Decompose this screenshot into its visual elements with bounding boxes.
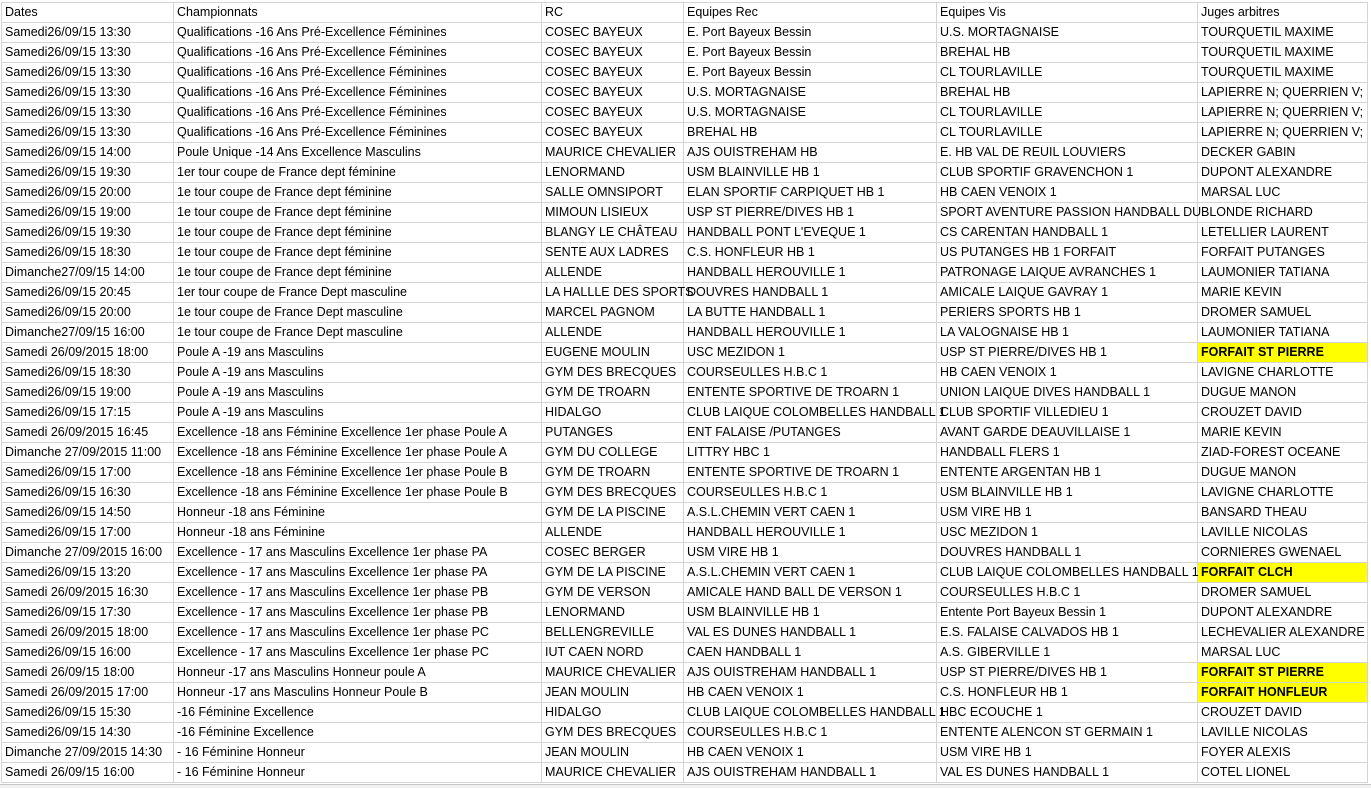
juge-cell[interactable]: BANSARD THEAU: [1198, 503, 1368, 523]
table-row: [2, 523, 1368, 543]
rc-cell[interactable]: LENORMAND: [542, 163, 684, 183]
juge-cell[interactable]: DROMER SAMUEL: [1198, 583, 1368, 603]
juge-cell[interactable]: CROUZET DAVID: [1198, 703, 1368, 723]
table-row: [2, 223, 1368, 243]
rc-cell[interactable]: GYM DES BRECQUES: [542, 483, 684, 503]
equipe-vis-cell[interactable]: CS CARENTAN HANDBALL 1: [937, 223, 1198, 243]
date-cell[interactable]: Samedi 26/09/2015 18:00: [2, 623, 174, 643]
championnat-cell[interactable]: Excellence -18 ans Féminine Excellence 1er phase Poule A: [174, 423, 542, 443]
equipe-rec-cell[interactable]: A.S.L.CHEMIN VERT CAEN 1: [684, 563, 937, 583]
table-row: [2, 563, 1368, 583]
equipe-rec-cell[interactable]: AJS OUISTREHAM HANDBALL 1: [684, 763, 937, 783]
table-row: [2, 643, 1368, 663]
rc-cell[interactable]: GYM DE LA PISCINE: [542, 563, 684, 583]
juge-cell[interactable]: FORFAIT PUTANGES: [1198, 243, 1368, 263]
table-row: [2, 463, 1368, 483]
equipe-vis-cell[interactable]: CLUB LAIQUE COLOMBELLES HANDBALL 1: [937, 563, 1198, 583]
equipe-vis-cell[interactable]: E. HB VAL DE REUIL LOUVIERS: [937, 143, 1198, 163]
championnat-cell[interactable]: 1e tour coupe de France Dept masculine: [174, 323, 542, 343]
date-cell[interactable]: Samedi26/09/15 20:00: [2, 183, 174, 203]
championnat-cell[interactable]: Honneur -17 ans Masculins Honneur poule A: [174, 663, 542, 683]
championnat-cell[interactable]: Excellence - 17 ans Masculins Excellence 1er phase PB: [174, 583, 542, 603]
table-row: [2, 743, 1368, 763]
table-row: [2, 503, 1368, 523]
date-cell[interactable]: Samedi 26/09/2015 16:45: [2, 423, 174, 443]
rc-cell[interactable]: LENORMAND: [542, 603, 684, 623]
date-cell[interactable]: Samedi26/09/15 19:30: [2, 223, 174, 243]
equipe-vis-cell[interactable]: UNION LAIQUE DIVES HANDBALL 1: [937, 383, 1198, 403]
table-row: [2, 623, 1368, 643]
date-cell[interactable]: Samedi26/09/15 13:30: [2, 23, 174, 43]
table-row: [2, 303, 1368, 323]
equipe-rec-cell[interactable]: BREHAL HB: [684, 123, 937, 143]
rc-cell[interactable]: COSEC BAYEUX: [542, 43, 684, 63]
championnat-cell[interactable]: 1e tour coupe de France dept féminine: [174, 263, 542, 283]
date-cell[interactable]: Samedi26/09/15 18:30: [2, 243, 174, 263]
juge-cell[interactable]: LAUMONIER TATIANA: [1198, 323, 1368, 343]
championnat-cell[interactable]: -16 Féminine Excellence: [174, 723, 542, 743]
date-cell[interactable]: Samedi26/09/15 13:30: [2, 43, 174, 63]
equipe-vis-cell[interactable]: USC MEZIDON 1: [937, 523, 1198, 543]
rc-cell[interactable]: JEAN MOULIN: [542, 743, 684, 763]
equipe-rec-cell[interactable]: ELAN SPORTIF CARPIQUET HB 1: [684, 183, 937, 203]
juge-cell[interactable]: TOURQUETIL MAXIME: [1198, 23, 1368, 43]
header-cell-dates[interactable]: Dates: [2, 3, 174, 23]
rc-cell[interactable]: JEAN MOULIN: [542, 683, 684, 703]
juge-cell[interactable]: LAVIGNE CHARLOTTE: [1198, 483, 1368, 503]
header-cell-championnats[interactable]: Championnats: [174, 3, 542, 23]
championnat-cell[interactable]: 1e tour coupe de France Dept masculine: [174, 303, 542, 323]
equipe-vis-cell[interactable]: DOUVRES HANDBALL 1: [937, 543, 1198, 563]
juge-cell[interactable]: ZIAD-FOREST OCEANE: [1198, 443, 1368, 463]
table-row: [2, 203, 1368, 223]
rc-cell[interactable]: MIMOUN LISIEUX: [542, 203, 684, 223]
date-cell[interactable]: Samedi 26/09/15 18:00: [2, 663, 174, 683]
rc-cell[interactable]: COSEC BAYEUX: [542, 83, 684, 103]
table-row: [2, 243, 1368, 263]
championnat-cell[interactable]: -16 Féminine Excellence: [174, 703, 542, 723]
equipe-rec-cell[interactable]: DOUVRES HANDBALL 1: [684, 283, 937, 303]
equipe-vis-cell[interactable]: HBC ECOUCHE 1: [937, 703, 1198, 723]
championnat-cell[interactable]: Poule A -19 ans Masculins: [174, 343, 542, 363]
juge-cell[interactable]: FOYER ALEXIS: [1198, 743, 1368, 763]
table-row: [2, 83, 1368, 103]
equipe-rec-cell[interactable]: E. Port Bayeux Bessin: [684, 43, 937, 63]
equipe-vis-cell[interactable]: C.S. HONFLEUR HB 1: [937, 683, 1198, 703]
equipe-rec-cell[interactable]: ENT FALAISE /PUTANGES: [684, 423, 937, 443]
equipe-vis-cell[interactable]: PATRONAGE LAIQUE AVRANCHES 1: [937, 263, 1198, 283]
rc-cell[interactable]: HIDALGO: [542, 403, 684, 423]
table-row: [2, 423, 1368, 443]
juge-cell[interactable]: LAVILLE NICOLAS: [1198, 723, 1368, 743]
table-row: [2, 183, 1368, 203]
date-cell[interactable]: Samedi26/09/15 17:15: [2, 403, 174, 423]
table-row: [2, 443, 1368, 463]
juge-cell[interactable]: FORFAIT HONFLEUR: [1198, 683, 1368, 703]
date-cell[interactable]: Samedi26/09/15 13:20: [2, 563, 174, 583]
championnat-cell[interactable]: Poule A -19 ans Masculins: [174, 363, 542, 383]
rc-cell[interactable]: ALLENDE: [542, 263, 684, 283]
rc-cell[interactable]: SALLE OMNSIPORT: [542, 183, 684, 203]
rc-cell[interactable]: BELLENGREVILLE: [542, 623, 684, 643]
equipe-vis-cell[interactable]: USM VIRE HB 1: [937, 743, 1198, 763]
rc-cell[interactable]: COSEC BAYEUX: [542, 63, 684, 83]
championnat-cell[interactable]: Excellence -18 ans Féminine Excellence 1er phase Poule B: [174, 483, 542, 503]
juge-cell[interactable]: DECKER GABIN: [1198, 143, 1368, 163]
rc-cell[interactable]: ALLENDE: [542, 523, 684, 543]
juge-cell[interactable]: MARIE KEVIN: [1198, 283, 1368, 303]
equipe-rec-cell[interactable]: USC MEZIDON 1: [684, 343, 937, 363]
juge-cell[interactable]: LECHEVALIER ALEXANDRE: [1198, 623, 1368, 643]
table-row: [2, 343, 1368, 363]
equipe-rec-cell[interactable]: LITTRY HBC 1: [684, 443, 937, 463]
championnat-cell[interactable]: Honneur -18 ans Féminine: [174, 523, 542, 543]
equipe-vis-cell[interactable]: BREHAL HB: [937, 83, 1198, 103]
juge-cell[interactable]: BLONDE RICHARD: [1198, 203, 1368, 223]
rc-cell[interactable]: GYM DES BRECQUES: [542, 363, 684, 383]
rc-cell[interactable]: IUT CAEN NORD: [542, 643, 684, 663]
table-row: [2, 723, 1368, 743]
equipe-vis-cell[interactable]: CL TOURLAVILLE: [937, 123, 1198, 143]
equipe-rec-cell[interactable]: AMICALE HAND BALL DE VERSON 1: [684, 583, 937, 603]
equipe-rec-cell[interactable]: VAL ES DUNES HANDBALL 1: [684, 623, 937, 643]
equipe-rec-cell[interactable]: HANDBALL HEROUVILLE 1: [684, 523, 937, 543]
championnat-cell[interactable]: 1er tour coupe de France dept féminine: [174, 163, 542, 183]
juge-cell[interactable]: COTEL LIONEL: [1198, 763, 1368, 783]
date-cell[interactable]: Samedi26/09/15 19:00: [2, 203, 174, 223]
championnat-cell[interactable]: Excellence - 17 ans Masculins Excellence 1er phase PA: [174, 543, 542, 563]
date-cell[interactable]: Dimanche27/09/15 14:00: [2, 263, 174, 283]
championnat-cell[interactable]: 1e tour coupe de France dept féminine: [174, 183, 542, 203]
rc-cell[interactable]: GYM DE VERSON: [542, 583, 684, 603]
championnat-cell[interactable]: Qualifications -16 Ans Pré-Excellence Féminines: [174, 43, 542, 63]
rc-cell[interactable]: MARCEL PAGNOM: [542, 303, 684, 323]
rc-cell[interactable]: COSEC BAYEUX: [542, 103, 684, 123]
equipe-vis-cell[interactable]: AMICALE LAIQUE GAVRAY 1: [937, 283, 1198, 303]
championnat-cell[interactable]: Qualifications -16 Ans Pré-Excellence Féminines: [174, 123, 542, 143]
equipe-vis-cell[interactable]: A.S. GIBERVILLE 1: [937, 643, 1198, 663]
header-cell-equipes-rec[interactable]: Equipes Rec: [684, 3, 937, 23]
date-cell[interactable]: Samedi26/09/15 20:00: [2, 303, 174, 323]
championnat-cell[interactable]: 1e tour coupe de France dept féminine: [174, 203, 542, 223]
championnat-cell[interactable]: Excellence -18 ans Féminine Excellence 1er phase Poule B: [174, 463, 542, 483]
equipe-rec-cell[interactable]: HANDBALL HEROUVILLE 1: [684, 323, 937, 343]
juge-cell[interactable]: DUGUE MANON: [1198, 463, 1368, 483]
rc-cell[interactable]: ALLENDE: [542, 323, 684, 343]
date-cell[interactable]: Samedi26/09/15 18:30: [2, 363, 174, 383]
date-cell[interactable]: Dimanche 27/09/2015 16:00: [2, 543, 174, 563]
rc-cell[interactable]: COSEC BAYEUX: [542, 23, 684, 43]
date-cell[interactable]: Samedi26/09/15 13:30: [2, 123, 174, 143]
equipe-vis-cell[interactable]: CL TOURLAVILLE: [937, 103, 1198, 123]
equipe-rec-cell[interactable]: COURSEULLES H.B.C 1: [684, 483, 937, 503]
equipe-vis-cell[interactable]: USM VIRE HB 1: [937, 503, 1198, 523]
juge-cell[interactable]: LAPIERRE N; QUERRIEN V;: [1198, 123, 1368, 143]
horizontal-scrollbar-track[interactable]: [0, 784, 1371, 788]
table-row: [2, 103, 1368, 123]
equipe-vis-cell[interactable]: HB CAEN VENOIX 1: [937, 183, 1198, 203]
equipe-rec-cell[interactable]: HANDBALL HEROUVILLE 1: [684, 263, 937, 283]
date-cell[interactable]: Samedi26/09/15 13:30: [2, 103, 174, 123]
date-cell[interactable]: Samedi 26/09/2015 16:30: [2, 583, 174, 603]
spreadsheet: [1, 2, 1371, 783]
header-row: [2, 3, 1368, 23]
table-row: [2, 703, 1368, 723]
juge-cell[interactable]: LAPIERRE N; QUERRIEN V;: [1198, 83, 1368, 103]
table-row: [2, 663, 1368, 683]
juge-cell[interactable]: FORFAIT ST PIERRE: [1198, 663, 1368, 683]
juge-cell[interactable]: MARSAL LUC: [1198, 183, 1368, 203]
championnat-cell[interactable]: Poule Unique -14 Ans Excellence Masculins: [174, 143, 542, 163]
equipe-rec-cell[interactable]: USM BLAINVILLE HB 1: [684, 603, 937, 623]
championnat-cell[interactable]: 1er tour coupe de France Dept masculine: [174, 283, 542, 303]
rc-cell[interactable]: PUTANGES: [542, 423, 684, 443]
juge-cell[interactable]: DUPONT ALEXANDRE: [1198, 163, 1368, 183]
rc-cell[interactable]: MAURICE CHEVALIER: [542, 663, 684, 683]
championnat-cell[interactable]: Excellence - 17 ans Masculins Excellence 1er phase PA: [174, 563, 542, 583]
equipe-rec-cell[interactable]: AJS OUISTREHAM HB: [684, 143, 937, 163]
date-cell[interactable]: Samedi26/09/15 13:30: [2, 63, 174, 83]
rc-cell[interactable]: EUGENE MOULIN: [542, 343, 684, 363]
date-cell[interactable]: Samedi26/09/15 17:30: [2, 603, 174, 623]
date-cell[interactable]: Samedi26/09/15 14:50: [2, 503, 174, 523]
equipe-vis-cell[interactable]: PERIERS SPORTS HB 1: [937, 303, 1198, 323]
rc-cell[interactable]: COSEC BERGER: [542, 543, 684, 563]
equipe-vis-cell[interactable]: CLUB SPORTIF GRAVENCHON 1: [937, 163, 1198, 183]
equipe-rec-cell[interactable]: AJS OUISTREHAM HANDBALL 1: [684, 663, 937, 683]
rc-cell[interactable]: COSEC BAYEUX: [542, 123, 684, 143]
date-cell[interactable]: Samedi26/09/15 20:45: [2, 283, 174, 303]
table-row: [2, 583, 1368, 603]
juge-cell[interactable]: LAUMONIER TATIANA: [1198, 263, 1368, 283]
equipe-vis-cell[interactable]: USM BLAINVILLE HB 1: [937, 483, 1198, 503]
championnat-cell[interactable]: 1e tour coupe de France dept féminine: [174, 243, 542, 263]
championnat-cell[interactable]: Qualifications -16 Ans Pré-Excellence Féminines: [174, 23, 542, 43]
rc-cell[interactable]: SENTE AUX LADRES: [542, 243, 684, 263]
date-cell[interactable]: Samedi26/09/15 14:30: [2, 723, 174, 743]
championnat-cell[interactable]: Qualifications -16 Ans Pré-Excellence Féminines: [174, 63, 542, 83]
table-row: [2, 163, 1368, 183]
rc-cell[interactable]: GYM DE TROARN: [542, 463, 684, 483]
table-row: [2, 283, 1368, 303]
championnat-cell[interactable]: Honneur -18 ans Féminine: [174, 503, 542, 523]
juge-cell[interactable]: CORNIERES GWENAEL: [1198, 543, 1368, 563]
date-cell[interactable]: Samedi26/09/15 16:30: [2, 483, 174, 503]
juge-cell[interactable]: TOURQUETIL MAXIME: [1198, 63, 1368, 83]
championnat-cell[interactable]: Excellence - 17 ans Masculins Excellence 1er phase PB: [174, 603, 542, 623]
date-cell[interactable]: Samedi 26/09/15 16:00: [2, 763, 174, 783]
rc-cell[interactable]: BLANGY LE CHÂTEAU: [542, 223, 684, 243]
equipe-rec-cell[interactable]: COURSEULLES H.B.C 1: [684, 363, 937, 383]
championnat-cell[interactable]: Poule A -19 ans Masculins: [174, 383, 542, 403]
equipe-vis-cell[interactable]: ENTENTE ARGENTAN HB 1: [937, 463, 1198, 483]
equipe-vis-cell[interactable]: US PUTANGES HB 1 FORFAIT: [937, 243, 1198, 263]
table-row: [2, 323, 1368, 343]
equipe-vis-cell[interactable]: CLUB SPORTIF VILLEDIEU 1: [937, 403, 1198, 423]
juge-cell[interactable]: CROUZET DAVID: [1198, 403, 1368, 423]
date-cell[interactable]: Dimanche27/09/15 16:00: [2, 323, 174, 343]
equipe-rec-cell[interactable]: ENTENTE SPORTIVE DE TROARN 1: [684, 463, 937, 483]
table-row: [2, 383, 1368, 403]
championnat-cell[interactable]: Honneur -17 ans Masculins Honneur Poule B: [174, 683, 542, 703]
table-row: [2, 483, 1368, 503]
equipe-rec-cell[interactable]: USM VIRE HB 1: [684, 543, 937, 563]
table-row: [2, 763, 1368, 783]
equipe-rec-cell[interactable]: A.S.L.CHEMIN VERT CAEN 1: [684, 503, 937, 523]
equipe-rec-cell[interactable]: USP ST PIERRE/DIVES HB 1: [684, 203, 937, 223]
date-cell[interactable]: Samedi26/09/15 17:00: [2, 463, 174, 483]
championnat-cell[interactable]: Poule A -19 ans Masculins: [174, 403, 542, 423]
equipe-vis-cell[interactable]: COURSEULLES H.B.C 1: [937, 583, 1198, 603]
table-row: [2, 23, 1368, 43]
date-cell[interactable]: Samedi26/09/15 14:00: [2, 143, 174, 163]
championnat-cell[interactable]: Qualifications -16 Ans Pré-Excellence Féminines: [174, 83, 542, 103]
header-cell-equipes-vis[interactable]: Equipes Vis: [937, 3, 1198, 23]
date-cell[interactable]: Dimanche 27/09/2015 14:30: [2, 743, 174, 763]
date-cell[interactable]: Samedi26/09/15 16:00: [2, 643, 174, 663]
juge-cell[interactable]: LAVIGNE CHARLOTTE: [1198, 363, 1368, 383]
juge-cell[interactable]: LAVILLE NICOLAS: [1198, 523, 1368, 543]
equipe-vis-cell[interactable]: HB CAEN VENOIX 1: [937, 363, 1198, 383]
equipe-rec-cell[interactable]: U.S. MORTAGNAISE: [684, 83, 937, 103]
juge-cell[interactable]: LETELLIER LAURENT: [1198, 223, 1368, 243]
equipe-rec-cell[interactable]: LA BUTTE HANDBALL 1: [684, 303, 937, 323]
equipe-vis-cell[interactable]: VAL ES DUNES HANDBALL 1: [937, 763, 1198, 783]
date-cell[interactable]: Samedi 26/09/2015 17:00: [2, 683, 174, 703]
rc-cell[interactable]: GYM DE TROARN: [542, 383, 684, 403]
rc-cell[interactable]: LA HALLLE DES SPORTS: [542, 283, 684, 303]
date-cell[interactable]: Dimanche 27/09/2015 11:00: [2, 443, 174, 463]
equipe-rec-cell[interactable]: CLUB LAIQUE COLOMBELLES HANDBALL 1: [684, 403, 937, 423]
date-cell[interactable]: Samedi26/09/15 17:00: [2, 523, 174, 543]
equipe-rec-cell[interactable]: ENTENTE SPORTIVE DE TROARN 1: [684, 383, 937, 403]
date-cell[interactable]: Samedi26/09/15 19:30: [2, 163, 174, 183]
championnat-cell[interactable]: - 16 Féminine Honneur: [174, 743, 542, 763]
date-cell[interactable]: Samedi26/09/15 15:30: [2, 703, 174, 723]
juge-cell[interactable]: TOURQUETIL MAXIME: [1198, 43, 1368, 63]
equipe-rec-cell[interactable]: CAEN HANDBALL 1: [684, 643, 937, 663]
table-row: [2, 143, 1368, 163]
table-row: [2, 683, 1368, 703]
table-row: [2, 123, 1368, 143]
equipe-vis-cell[interactable]: USP ST PIERRE/DIVES HB 1: [937, 343, 1198, 363]
equipe-rec-cell[interactable]: HB CAEN VENOIX 1: [684, 683, 937, 703]
equipe-rec-cell[interactable]: C.S. HONFLEUR HB 1: [684, 243, 937, 263]
equipe-rec-cell[interactable]: E. Port Bayeux Bessin: [684, 23, 937, 43]
championnat-cell[interactable]: Qualifications -16 Ans Pré-Excellence Féminines: [174, 103, 542, 123]
equipe-vis-cell[interactable]: LA VALOGNAISE HB 1: [937, 323, 1198, 343]
juge-cell[interactable]: LAPIERRE N; QUERRIEN V;: [1198, 103, 1368, 123]
juge-cell[interactable]: DROMER SAMUEL: [1198, 303, 1368, 323]
rc-cell[interactable]: MAURICE CHEVALIER: [542, 143, 684, 163]
juge-cell[interactable]: MARIE KEVIN: [1198, 423, 1368, 443]
juge-cell[interactable]: MARSAL LUC: [1198, 643, 1368, 663]
equipe-vis-cell[interactable]: USP ST PIERRE/DIVES HB 1: [937, 663, 1198, 683]
equipe-vis-cell[interactable]: AVANT GARDE DEAUVILLAISE 1: [937, 423, 1198, 443]
table-row: [2, 63, 1368, 83]
table-row: [2, 543, 1368, 563]
rc-cell[interactable]: GYM DU COLLEGE: [542, 443, 684, 463]
equipe-vis-cell[interactable]: E.S. FALAISE CALVADOS HB 1: [937, 623, 1198, 643]
juge-cell[interactable]: FORFAIT ST PIERRE: [1198, 343, 1368, 363]
juge-cell[interactable]: FORFAIT CLCH: [1198, 563, 1368, 583]
championnat-cell[interactable]: Excellence - 17 ans Masculins Excellence 1er phase PC: [174, 643, 542, 663]
table-row: [2, 403, 1368, 423]
table-row: [2, 363, 1368, 383]
juge-cell[interactable]: DUPONT ALEXANDRE: [1198, 603, 1368, 623]
table-row: [2, 603, 1368, 623]
equipe-rec-cell[interactable]: HANDBALL PONT L'EVEQUE 1: [684, 223, 937, 243]
equipe-vis-cell[interactable]: ENTENTE ALENCON ST GERMAIN 1: [937, 723, 1198, 743]
header-cell-juges-arbitres[interactable]: Juges arbitres: [1198, 3, 1368, 23]
rc-cell[interactable]: HIDALGO: [542, 703, 684, 723]
championnat-cell[interactable]: - 16 Féminine Honneur: [174, 763, 542, 783]
equipe-vis-cell[interactable]: Entente Port Bayeux Bessin 1: [937, 603, 1198, 623]
equipe-vis-cell[interactable]: U.S. MORTAGNAISE: [937, 23, 1198, 43]
juge-cell[interactable]: DUGUE MANON: [1198, 383, 1368, 403]
date-cell[interactable]: Samedi26/09/15 19:00: [2, 383, 174, 403]
equipe-vis-cell[interactable]: BREHAL HB: [937, 43, 1198, 63]
championnat-cell[interactable]: 1e tour coupe de France dept féminine: [174, 223, 542, 243]
table-row: [2, 43, 1368, 63]
equipe-rec-cell[interactable]: U.S. MORTAGNAISE: [684, 103, 937, 123]
equipe-vis-cell[interactable]: HANDBALL FLERS 1: [937, 443, 1198, 463]
equipe-rec-cell[interactable]: HB CAEN VENOIX 1: [684, 743, 937, 763]
equipe-rec-cell[interactable]: CLUB LAIQUE COLOMBELLES HANDBALL 1: [684, 703, 937, 723]
equipe-rec-cell[interactable]: COURSEULLES H.B.C 1: [684, 723, 937, 743]
date-cell[interactable]: Samedi26/09/15 13:30: [2, 83, 174, 103]
rc-cell[interactable]: MAURICE CHEVALIER: [542, 763, 684, 783]
rc-cell[interactable]: GYM DES BRECQUES: [542, 723, 684, 743]
header-cell-rc[interactable]: RC: [542, 3, 684, 23]
schedule-table: [1, 2, 1368, 783]
championnat-cell[interactable]: Excellence -18 ans Féminine Excellence 1er phase Poule A: [174, 443, 542, 463]
equipe-rec-cell[interactable]: USM BLAINVILLE HB 1: [684, 163, 937, 183]
championnat-cell[interactable]: Excellence - 17 ans Masculins Excellence 1er phase PC: [174, 623, 542, 643]
equipe-vis-cell[interactable]: SPORT AVENTURE PASSION HANDBALL DU: [937, 203, 1198, 223]
date-cell[interactable]: Samedi 26/09/2015 18:00: [2, 343, 174, 363]
equipe-vis-cell[interactable]: CL TOURLAVILLE: [937, 63, 1198, 83]
equipe-rec-cell[interactable]: E. Port Bayeux Bessin: [684, 63, 937, 83]
table-row: [2, 263, 1368, 283]
rc-cell[interactable]: GYM DE LA PISCINE: [542, 503, 684, 523]
